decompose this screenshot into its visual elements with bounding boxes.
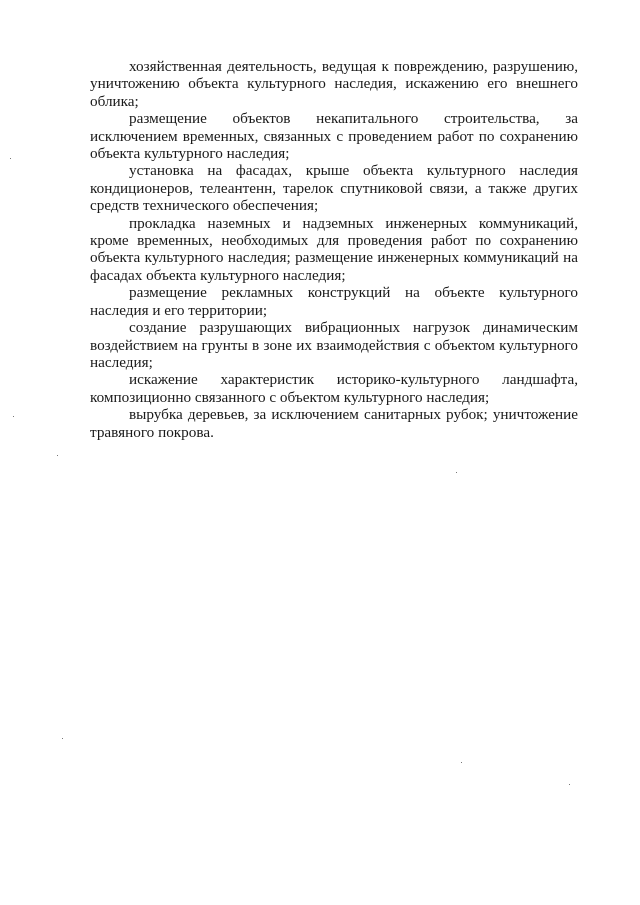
scan-speck (13, 416, 14, 417)
list-item: создание разрушающих вибрационных нагрузок динамическим воздействием на грунты в зоне их взаимодействия с объектом культурного наследия; (90, 319, 578, 371)
list-item: прокладка наземных и надземных инженерных коммуникаций, кроме временных, необходимых для проведения работ по сохранению объекта культурного наследия; размещение инженерных коммуникаций на фасадах объекта культурного наследия; (90, 214, 578, 284)
scan-speck (456, 472, 457, 473)
list-item: хозяйственная деятельность, ведущая к повреждению, разрушению, уничтожению объекта культурного наследия, искажению его внешнего облика; (90, 58, 578, 110)
document-body (90, 58, 578, 441)
scan-speck (57, 455, 58, 456)
list-item: размещение рекламных конструкций на объекте культурного наследия и его территории; (90, 284, 578, 319)
scan-speck (10, 158, 11, 159)
scan-speck (461, 762, 462, 763)
scan-speck (569, 784, 570, 785)
list-item: установка на фасадах, крыше объекта культурного наследия кондиционеров, телеантенн, тарелок спутниковой связи, а также других средств технического обеспечения; (90, 162, 578, 215)
list-item: размещение объектов некапитального строительства, за исключением временных, связанных с проведением работ по сохранению объекта культурного наследия; (90, 110, 578, 163)
scan-speck (62, 738, 63, 739)
list-item: вырубка деревьев, за исключением санитарных рубок; уничтожение травяного покрова. (90, 406, 578, 441)
list-item: искажение характеристик историко-культурного ландшафта, композиционно связанного с объектом культурного наследия; (90, 371, 578, 406)
